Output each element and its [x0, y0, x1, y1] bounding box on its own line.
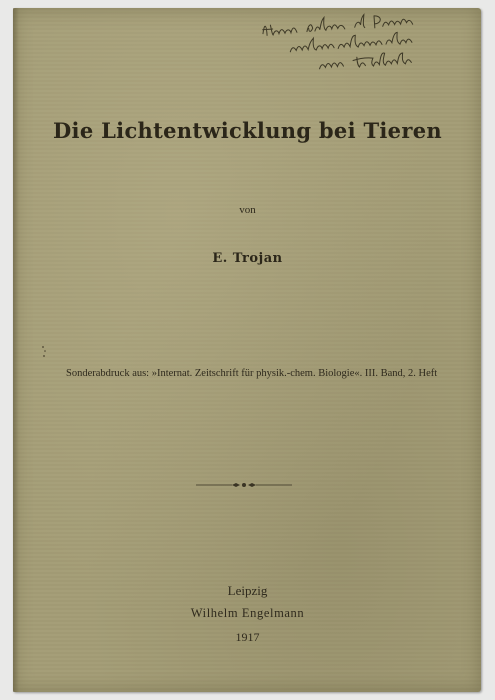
ornamental-rule: [196, 475, 292, 485]
document-title: Die Lichtentwicklung bei Tieren: [53, 118, 442, 143]
publisher-name: Wilhelm Engelmann: [190, 606, 305, 620]
offprint-source-note: Sonderabdruck aus: »Internat. Zeitschrift für physik.-chem. Biologie«. III. Band, 2. Heft: [66, 368, 438, 379]
author-name: E. Trojan: [212, 251, 283, 266]
byline-von: von: [239, 204, 256, 216]
publication-year: 1917: [235, 630, 260, 644]
publication-place: Leipzig: [227, 583, 268, 598]
paper-specks: [40, 344, 50, 358]
